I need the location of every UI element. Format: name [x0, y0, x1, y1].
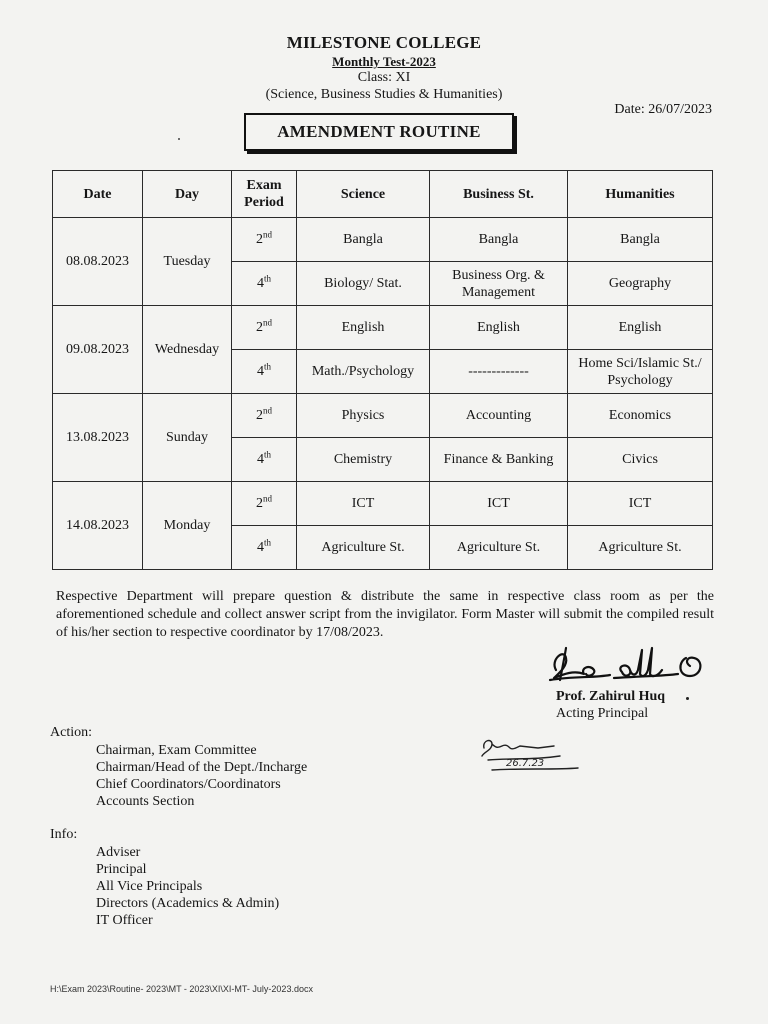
info-item: All Vice Principals [96, 879, 203, 894]
humanities-subject: Home Sci/Islamic St./ Psychology [568, 350, 713, 394]
test-title-text: Monthly Test-2023 [332, 54, 436, 69]
humanities-subject: Agriculture St. [568, 526, 713, 570]
file-path-footer: H:\Exam 2023\Routine- 2023\MT - 2023\XI\XI-MT- July-2023.docx [50, 984, 313, 994]
routine-title-box [244, 113, 514, 151]
humanities-subject: English [568, 306, 713, 350]
document-date: Date: 26/07/2023 [614, 102, 712, 117]
business-subject: English [430, 306, 568, 350]
table-row [53, 306, 713, 350]
header-humanities: Humanities [568, 171, 713, 218]
header-science: Science [297, 171, 430, 218]
exam-period [232, 218, 297, 262]
period-number: 4 [256, 452, 264, 467]
period-suffix: nd [263, 493, 272, 504]
action-label: Action: [50, 725, 92, 740]
routine-title: AMENDMENT ROUTINE [277, 122, 481, 141]
science-subject: ICT [297, 482, 430, 526]
action-item: Accounts Section [96, 794, 195, 809]
info-item: Adviser [96, 845, 141, 860]
initials-date: 26.7.23 [506, 758, 545, 769]
period-suffix: nd [263, 317, 272, 328]
science-subject: Bangla [297, 218, 430, 262]
groups-label: (Science, Business Studies & Humanities) [265, 87, 503, 102]
exam-period [232, 262, 297, 306]
info-item: Principal [96, 862, 147, 877]
table-row [53, 218, 713, 262]
period-suffix: th [263, 273, 271, 284]
business-subject: Finance & Banking [430, 438, 568, 482]
college-name: MILESTONE COLLEGE [286, 33, 482, 52]
period-suffix: th [263, 361, 271, 372]
science-subject: Chemistry [297, 438, 430, 482]
exam-period [232, 394, 297, 438]
info-item: IT Officer [96, 913, 153, 928]
business-subject: Accounting [430, 394, 568, 438]
action-item: Chief Coordinators/Coordinators [96, 777, 281, 792]
initials-signature [474, 734, 584, 776]
humanities-subject: Geography [568, 262, 713, 306]
table-row [53, 394, 713, 438]
science-subject: English [297, 306, 430, 350]
exam-period [232, 350, 297, 394]
class-label: Class: XI [357, 70, 411, 85]
period-suffix: th [263, 449, 271, 460]
signatory-title: Acting Principal [556, 706, 649, 721]
signature-bullet [686, 697, 689, 700]
exam-day: Sunday [143, 394, 232, 482]
period-number: 2 [256, 320, 263, 335]
action-item: Chairman, Exam Committee [96, 743, 257, 758]
test-title [0, 54, 768, 70]
routine-table [52, 170, 713, 570]
exam-date: 09.08.2023 [53, 306, 143, 394]
header-period-line2: Period [244, 195, 284, 210]
exam-day: Wednesday [143, 306, 232, 394]
exam-day: Monday [143, 482, 232, 570]
header-day: Day [143, 171, 232, 218]
business-subject: Business Org. & Management [430, 262, 568, 306]
science-subject: Math./Psychology [297, 350, 430, 394]
business-subject: Bangla [430, 218, 568, 262]
exam-date: 08.08.2023 [53, 218, 143, 306]
period-number: 2 [256, 496, 263, 511]
stray-dot [178, 138, 180, 140]
humanities-subject: Bangla [568, 218, 713, 262]
science-subject: Physics [297, 394, 430, 438]
period-number: 4 [256, 276, 264, 291]
period-number: 4 [256, 540, 264, 555]
humanities-subject: Civics [568, 438, 713, 482]
table-row [53, 482, 713, 526]
info-item: Directors (Academics & Admin) [96, 896, 280, 911]
business-subject: Agriculture St. [430, 526, 568, 570]
principal-signature [544, 640, 714, 688]
exam-date: 14.08.2023 [53, 482, 143, 570]
exam-date: 13.08.2023 [53, 394, 143, 482]
science-subject: Agriculture St. [297, 526, 430, 570]
header-business: Business St. [430, 171, 568, 218]
period-suffix: nd [263, 405, 272, 416]
exam-period [232, 438, 297, 482]
signatory-name: Prof. Zahirul Huq [556, 689, 666, 704]
humanities-subject: ICT [568, 482, 713, 526]
humanities-subject: Economics [568, 394, 713, 438]
period-suffix: nd [263, 229, 272, 240]
header-period [232, 171, 297, 218]
exam-period [232, 306, 297, 350]
period-number: 2 [256, 232, 263, 247]
business-subject: ICT [430, 482, 568, 526]
table-header-row [53, 171, 713, 218]
period-suffix: th [263, 537, 271, 548]
exam-period [232, 482, 297, 526]
science-subject: Biology/ Stat. [297, 262, 430, 306]
period-number: 2 [256, 408, 263, 423]
header-period-line1: Exam [246, 178, 282, 193]
header-date: Date [53, 171, 143, 218]
instruction-paragraph: Respective Department will prepare question & distribute the same in respective class room as per the aforementioned schedule and collect answer script from the invigilator. Form Master will submit the compiled result of his/her section to respective coordinator by 17/08/2023. [56, 589, 714, 640]
exam-day: Tuesday [143, 218, 232, 306]
business-subject: ------------- [430, 350, 568, 394]
exam-period [232, 526, 297, 570]
period-number: 4 [256, 364, 264, 379]
action-item: Chairman/Head of the Dept./Incharge [96, 760, 308, 775]
info-label: Info: [50, 827, 78, 842]
